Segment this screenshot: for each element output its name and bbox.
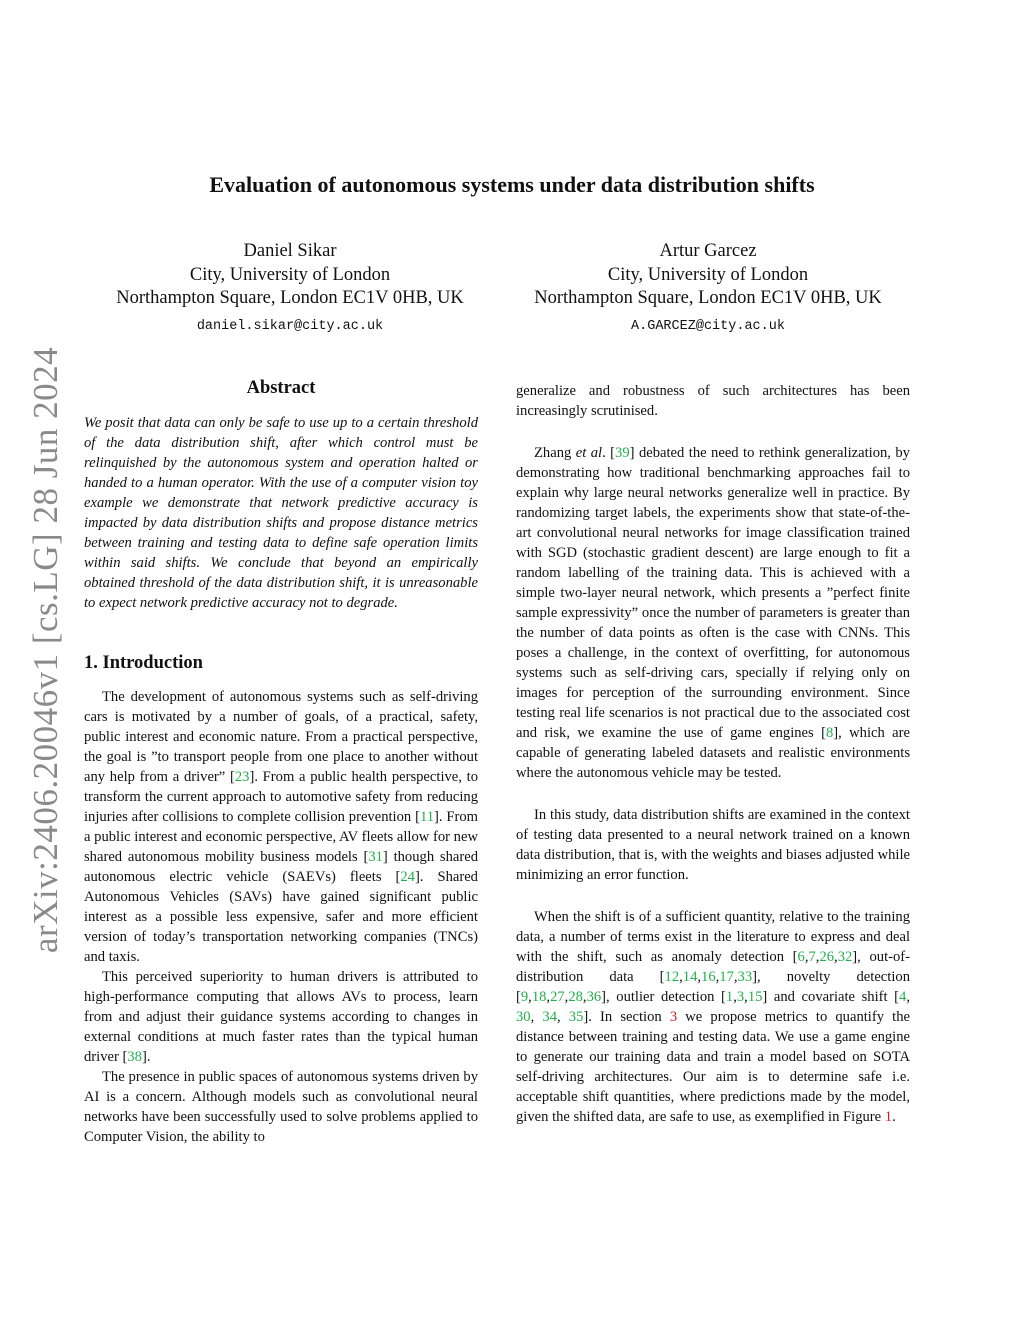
citation-link[interactable]: 36 <box>586 989 602 1005</box>
intro-paragraph-2 <box>84 967 478 1067</box>
author-name: Daniel Sikar <box>243 241 337 261</box>
citation-link[interactable]: 1 <box>725 989 734 1005</box>
text-span: ], out-of-distribution data [ <box>516 949 910 985</box>
citation-link[interactable]: 39 <box>615 445 630 461</box>
text-span: ]. From a public interest and economic perspective, AV fleets allow for new shared autonomous mobility business models [ <box>84 809 479 865</box>
citation-link[interactable]: 12 <box>664 969 680 985</box>
text-span: ], which are capable of generating labeled datasets and realistic environments where the autonomous vehicle may be tested. <box>516 725 910 781</box>
text-span: ], outlier detection [ <box>601 989 726 1005</box>
left-column <box>84 378 478 1147</box>
text-span: we propose metrics to quantify the distance between training and testing data. We use a game engine to generate our training data and train a model based on SOTA self-driving architectures. Our aim is to determine safe i.e. acceptable shift quantities, where predictions made by the model, given the shifted data, are safe to use, as exemplified in Figure <box>516 1009 910 1125</box>
citation-link[interactable]: 34 <box>542 1009 557 1025</box>
author-address: Northampton Square, London EC1V 0HB, UK <box>116 288 464 308</box>
text-span: This perceived superiority to human drivers is attributed to high-performance computing that allows AVs to process, learn from and adjust their guidance systems according to changes in external conditions at much faster rates than the typical human driver [ <box>84 969 478 1065</box>
section-heading-introduction: 1. Introduction <box>84 653 203 673</box>
intro-paragraph-3: The presence in public spaces of autonomous systems driven by AI is a concern. Although models such as convolutional neural networks have been successfully used to solve problems applied to Computer Vision, the ability to <box>84 1069 478 1145</box>
arxiv-identifier <box>18 346 74 954</box>
text-span: . [ <box>602 445 616 461</box>
citation-link[interactable]: 38 <box>127 1049 142 1065</box>
citation-link[interactable]: 14 <box>682 969 698 985</box>
citation-link[interactable]: 24 <box>400 869 415 885</box>
author-block-2 <box>510 240 906 338</box>
citation-link[interactable]: 33 <box>737 969 753 985</box>
arxiv-id-text: arXiv:2406.20046v1 [cs.LG] 28 Jun 2024 <box>26 346 65 954</box>
text-span: ]. In section <box>583 1009 670 1025</box>
text-span: . <box>892 1109 896 1125</box>
text-span: The development of autonomous systems such as self-driving cars is motivated by a number of goals, of a practical, safety, public interest and economic nature. From a practical perspective, the goal is ”to transport people from one place to another without any help from a driver” [ <box>84 689 478 785</box>
citation-link[interactable]: 3 <box>736 989 745 1005</box>
intro-paragraph-1 <box>84 687 478 967</box>
author-block-1 <box>92 240 488 338</box>
citation-link[interactable]: 23 <box>234 769 250 785</box>
citation-link[interactable]: 27 <box>550 989 565 1005</box>
citation-link[interactable]: 16 <box>701 969 716 985</box>
text-span: ], novelty detection [ <box>516 969 910 1005</box>
citation-link[interactable]: 15 <box>747 989 763 1005</box>
intro-paragraph-6: When the shift is of a sufficient quantity, relative to the training data, a number of terms exist in the literature to express and deal with the shift, such as anomaly detection [6,7,26,32], out-of-distribution data [12,14,16,17,33], novelty detection [9,18,27,28,36], outlier detection [1,3,15] and covariate shift [4, 30, 34, 35]. In section 3 we propose metrics to quantify the distance between training and testing data. We use a game engine to generate our training data and train a model based on SOTA self-driving architectures. Our aim is to determine safe i.e. acceptable shift quantities, where predictions made by the model, given the shifted data, are safe to use, as exemplified in Figure 1. <box>516 909 910 1125</box>
intro-paragraph-3-continued: generalize and robustness of such architectures has been increasingly scrutinised. <box>516 383 910 419</box>
abstract-text: We posit that data can only be safe to use up to a certain threshold of the data distribution shift, after which control must be relinquished by the autonomous system and operation halted or handed to a human operator. With the use of a computer vision toy example we demonstrate that network predictive accuracy is impacted by data distribution shifts and propose distance metrics between training and testing data to define safe operation limits within said shifts. We conclude that beyond an empirically obtained threshold of the data distribution shift, it is unreasonable to expect network predictive accuracy not to degrade. <box>84 415 478 611</box>
paper-title: Evaluation of autonomous systems under data distribution shifts <box>209 172 815 197</box>
citation-link[interactable]: 18 <box>531 989 547 1005</box>
figure-reference-link[interactable]: 1 <box>884 1109 893 1125</box>
author-name: Artur Garcez <box>659 241 757 261</box>
text-span: Zhang <box>534 445 576 461</box>
citation-link[interactable]: 11 <box>419 809 434 825</box>
author-email[interactable]: daniel.sikar@city.ac.uk <box>196 318 384 334</box>
citation-link[interactable]: 6 <box>797 949 805 965</box>
citation-link[interactable]: 7 <box>808 949 816 965</box>
author-affiliation: City, University of London <box>189 264 391 285</box>
intro-paragraph-5: In this study, data distribution shifts are examined in the context of testing data presented to a neural network trained on a known data distribution, that is, with the weights and biases adjusted while minimizing an error function. <box>516 807 910 883</box>
text-span: ]. From a public health perspective, to transform the current approach to automotive safety from reducing injuries after collisions to complete collision prevention [ <box>84 769 478 825</box>
text-span: et al <box>575 445 603 461</box>
text-span: ]. Shared Autonomous Vehicles (SAVs) have gained significant public interest as a possible less expensive, safer and more efficient version of today’s transportation networking companies (TNCs) and taxis. <box>84 869 478 965</box>
text-span: ] though shared autonomous electric vehicle (SAEVs) fleets [ <box>84 849 478 885</box>
author-address: Northampton Square, London EC1V 0HB, UK <box>534 288 882 308</box>
abstract-heading: Abstract <box>246 378 316 398</box>
citation-link[interactable]: 8 <box>825 725 834 741</box>
citation-link[interactable]: 35 <box>568 1009 584 1025</box>
text-span: When the shift is of a sufficient quantity, relative to the training data, a number of terms exist in the literature to express and deal with the shift, such as anomaly detection [ <box>516 909 910 965</box>
citation-link[interactable]: 26 <box>819 949 835 965</box>
citation-link[interactable]: 9 <box>520 989 529 1005</box>
section-reference-link[interactable]: 3 <box>669 1009 678 1025</box>
citation-link[interactable]: 30 <box>516 1009 531 1025</box>
citation-link[interactable]: 4 <box>899 989 907 1005</box>
right-column <box>516 381 910 1127</box>
intro-paragraph-4 <box>516 443 910 783</box>
citation-link[interactable]: 28 <box>568 989 583 1005</box>
author-email[interactable]: A.GARCEZ@city.ac.uk <box>631 318 785 334</box>
citation-link[interactable]: 17 <box>719 969 734 985</box>
text-span: ] debated the need to rethink generalization, by demonstrating how traditional benchmarking approaches fail to explain why large neural networks generalize well in practice. By randomizing target labels, the experiments show that state-of-the-art convolutional neural networks for image classification trained with SGD (stochastic gradient descent) are large enough to fit a random labelling of the training data. This is achieved with a simple two-layer neural network, which presents a ”perfect finite sample expressivity” once the number of parameters is greater than the number of data points as often is the case with CNNs. This poses a challenge, in the context of overfitting, for autonomous systems such as self-driving cars, specially if relying only on images for perception of the surrounding environment. Since testing real life scenarios is not practical due to the associated cost and risk, we examine the use of game engines [ <box>516 445 910 741</box>
text-span: ] and covariate shift [ <box>762 989 900 1005</box>
citation-link[interactable]: 32 <box>837 949 853 965</box>
author-affiliation: City, University of London <box>607 264 809 285</box>
text-span: ]. <box>141 1049 151 1065</box>
citation-link[interactable]: 31 <box>368 849 383 865</box>
